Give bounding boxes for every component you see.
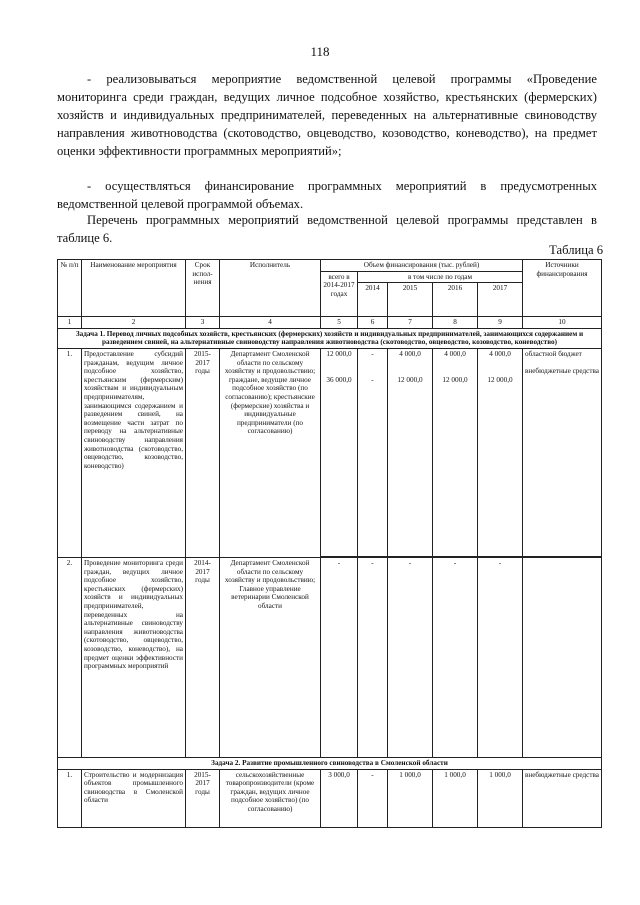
header-term: Срок испол-нения: [186, 260, 220, 317]
funding-2017-regional: 4 000,0: [489, 349, 511, 358]
header-row-1: [58, 260, 602, 272]
funding-2014-extrabudget: -: [371, 375, 374, 384]
col-number: 2: [82, 317, 186, 329]
funding-source-regional: областной бюджет: [525, 349, 582, 358]
measure-executor: Департамент Смоленской области по сельскому хозяйству и продовольствию; Главное управление ветеринарии Смоленской области: [220, 557, 321, 757]
funding-2014: [358, 348, 388, 556]
table-row: [58, 557, 602, 757]
measure-name: Предоставление субсидий гражданам, ведущим личное подсобное хозяйство, крестьянским (фермерским) хозяйствам и индивидуальным предпринимателям, занимающимся содержанием и разведением свиней, на возмещение части затрат по переводу на альтернативные свиноводству направления животноводства (скотоводство, овцеводство, козоводство, коневодство): [82, 348, 186, 557]
funding-source: внебюджетные средства: [523, 769, 602, 827]
task-1-title: Задача 1. Перевод личных подсобных хозяйств, крестьянских (фермерских) хозяйств и индивидуальных предпринимателей, занимающихся содержанием и разведением свиней, на альтернативные свиноводству направления животноводства (скотоводство, овцеводство, козоводство, коневодство): [58, 328, 602, 348]
funding-2017-extrabudget: 12 000,0: [487, 375, 513, 384]
paragraph-measure-monitoring: - реализовываться мероприятие ведомственной целевой программы «Проведение мониторинга среди граждан, ведущих личное подсобное хозяйство, крестьянских (фермерских) хозяйств и индивидуальных предпринимателей, переведенных на альтернативные свиноводству направления животноводства (скотоводство, овцеводство, козоводство, коневодство), на предмет оценки эффективности программных мероприятий»;: [57, 72, 597, 158]
measure-term: 2015-2017 годы: [186, 769, 220, 827]
header-executor: Исполнитель: [220, 260, 321, 317]
col-number: 4: [220, 317, 321, 329]
funding-2015: [388, 348, 433, 556]
header-total: всего в 2014-2017 годах: [321, 271, 358, 317]
funding-2014: -: [358, 769, 388, 827]
row-number: 1.: [58, 769, 82, 827]
header-by-years: в том числе по годам: [358, 271, 523, 283]
funding-2017: -: [478, 557, 523, 757]
funding-2017: 1 000,0: [478, 769, 523, 827]
funding-2014: -: [358, 557, 388, 757]
measure-term: 2015-2017 годы: [186, 348, 220, 557]
funding-total: -: [321, 557, 358, 757]
header-name: Наименование мероприятия: [82, 260, 186, 317]
funding-2016: [433, 348, 478, 556]
funding-2014-regional: -: [371, 349, 374, 358]
task-1-row: [58, 328, 602, 348]
funding-total: 3 000,0: [321, 769, 358, 827]
col-number: 6: [358, 317, 388, 329]
funding-source-extrabudget: внебюджетные средства: [525, 366, 599, 375]
header-2016: 2016: [433, 283, 478, 317]
funding-total-extrabudget: 36 000,0: [326, 375, 352, 384]
table-row: [58, 348, 602, 556]
col-number: 1: [58, 317, 82, 329]
measure-executor: сельскохозяйственные товаропроизводители (кроме граждан, ведущих личное подсобное хозяйство) (по согласованию): [220, 769, 321, 827]
measure-executor: Департамент Смоленской области по сельскому хозяйству и продовольствию; граждане, ведущие личное подсобное хозяйство (по согласованию); крестьянские (фермерские) хозяйства и индивидуальные предприниматели (по согласованию): [220, 348, 321, 557]
funding-2015-regional: 4 000,0: [399, 349, 421, 358]
header-2017: 2017: [478, 283, 523, 317]
col-number: 5: [321, 317, 358, 329]
header-num: № п/п: [58, 260, 82, 317]
row-number: 1.: [58, 348, 82, 557]
funding-2016-regional: 4 000,0: [444, 349, 466, 358]
paragraph-financing: - осуществляться финансирование программных мероприятий в предусмотренных ведомственной целевой программой объемах.: [57, 179, 597, 211]
header-sources: Источники финансирования: [523, 260, 602, 317]
measure-name: Проведение мониторинга среди граждан, ведущих личное подсобное хозяйство, крестьянских (фермерских) хозяйств и индивидуальных предпринимателей, переведенных на альтернативные свиноводству направления животноводства (скотоводство, овцеводство, козоводство, коневодство), на предмет оценки эффективности программных мероприятий: [82, 557, 186, 757]
table-label: Таблица 6: [549, 243, 603, 257]
col-number: 3: [186, 317, 220, 329]
funding-2015-extrabudget: 12 000,0: [397, 375, 423, 384]
header-2014: 2014: [358, 283, 388, 317]
funding-2015: 1 000,0: [388, 769, 433, 827]
funding-source: [523, 557, 602, 757]
row-number: 2.: [58, 557, 82, 757]
page-number: 118: [310, 44, 330, 59]
program-measures-table: [57, 259, 602, 828]
col-number: 10: [523, 317, 602, 329]
measure-name: Строительство и модернизация объектов промышленного свиноводства в Смоленской области: [82, 769, 186, 827]
header-2015: 2015: [388, 283, 433, 317]
task-2-row: [58, 757, 602, 769]
col-number: 7: [388, 317, 433, 329]
column-number-row: [58, 317, 602, 329]
col-number: 9: [478, 317, 523, 329]
header-funding: Объем финансирования (тыс. рублей): [321, 260, 523, 272]
measure-term: 2014-2017 годы: [186, 557, 220, 757]
funding-2016: 1 000,0: [433, 769, 478, 827]
funding-2016-extrabudget: 12 000,0: [442, 375, 468, 384]
paragraph-table-reference: Перечень программных мероприятий ведомственной целевой программы представлен в таблице 6.: [57, 213, 597, 245]
table-row: [58, 769, 602, 827]
funding-2015: -: [388, 557, 433, 757]
funding-2017: [478, 348, 523, 556]
task-2-title: Задача 2. Развитие промышленного свиноводства в Смоленской области: [58, 757, 602, 769]
funding-total: [321, 348, 358, 556]
col-number: 8: [433, 317, 478, 329]
funding-2016: -: [433, 557, 478, 757]
funding-source: [523, 348, 602, 556]
funding-total-regional: 12 000,0: [326, 349, 352, 358]
